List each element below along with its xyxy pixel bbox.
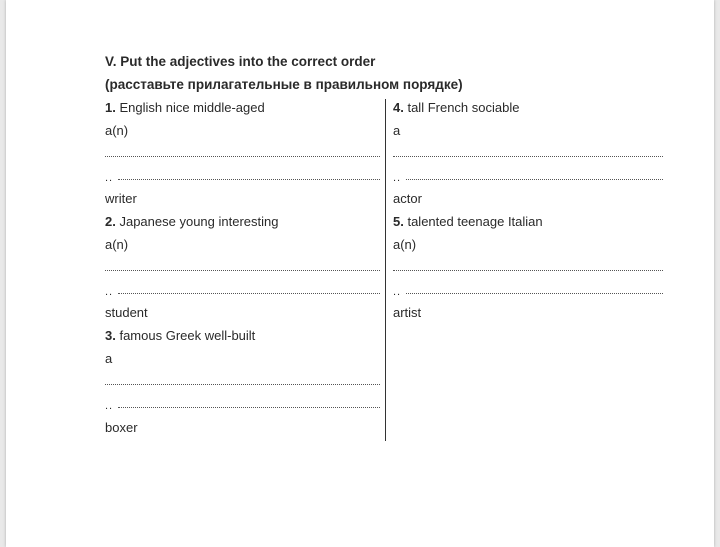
item-5-lead-dots: ..: [393, 286, 402, 298]
item-4-lead-dots: ..: [393, 172, 402, 184]
item-5-answer-line-2[interactable]: [406, 293, 663, 294]
item-2-prompt: [105, 214, 278, 229]
item-1-noun: writer: [105, 191, 137, 206]
item-1-number: 1.: [105, 100, 116, 115]
item-2-lead-dots: ..: [105, 286, 114, 298]
item-4-prompt: [393, 100, 519, 115]
item-5-article: a(n): [393, 237, 417, 252]
item-5-prompt: [393, 214, 543, 229]
item-4-words: tall French sociable: [407, 100, 520, 115]
item-4-number: 4.: [393, 100, 404, 115]
item-3-lead-dots: ..: [105, 400, 114, 412]
item-3-prompt: [105, 328, 255, 343]
item-2-words: Japanese young interesting: [119, 214, 279, 229]
item-5-number: 5.: [393, 214, 404, 229]
item-1-answer-line-1[interactable]: [105, 156, 380, 157]
item-4-answer-line-1[interactable]: [393, 156, 663, 157]
item-2-number: 2.: [105, 214, 116, 229]
item-3-answer-line-2[interactable]: [118, 407, 380, 408]
item-4-noun: actor: [393, 191, 422, 206]
item-1-words: English nice middle-aged: [119, 100, 265, 115]
item-2-article: a(n): [105, 237, 129, 252]
item-3-article: a: [105, 351, 113, 366]
exercise-heading: V. Put the adjectives into the correct order: [105, 54, 376, 69]
item-5-noun: artist: [393, 305, 422, 320]
item-2-noun: student: [105, 305, 148, 320]
item-3-noun: boxer: [105, 420, 138, 435]
item-5-answer-line-1[interactable]: [393, 270, 663, 271]
item-1-answer-line-2[interactable]: [118, 179, 380, 180]
item-1-article: a(n): [105, 123, 129, 138]
item-4-article: a: [393, 123, 401, 138]
exercise-subheading: (расставьте прилагательные в правильном порядке): [105, 77, 463, 92]
item-3-words: famous Greek well-built: [119, 328, 256, 343]
column-divider: [385, 99, 386, 441]
item-5-words: talented teenage Italian: [407, 214, 543, 229]
item-1-prompt: [105, 100, 265, 115]
item-1-lead-dots: ..: [105, 172, 114, 184]
item-4-answer-line-2[interactable]: [406, 179, 663, 180]
item-2-answer-line-2[interactable]: [118, 293, 380, 294]
item-2-answer-line-1[interactable]: [105, 270, 380, 271]
item-3-number: 3.: [105, 328, 116, 343]
item-3-answer-line-1[interactable]: [105, 384, 380, 385]
